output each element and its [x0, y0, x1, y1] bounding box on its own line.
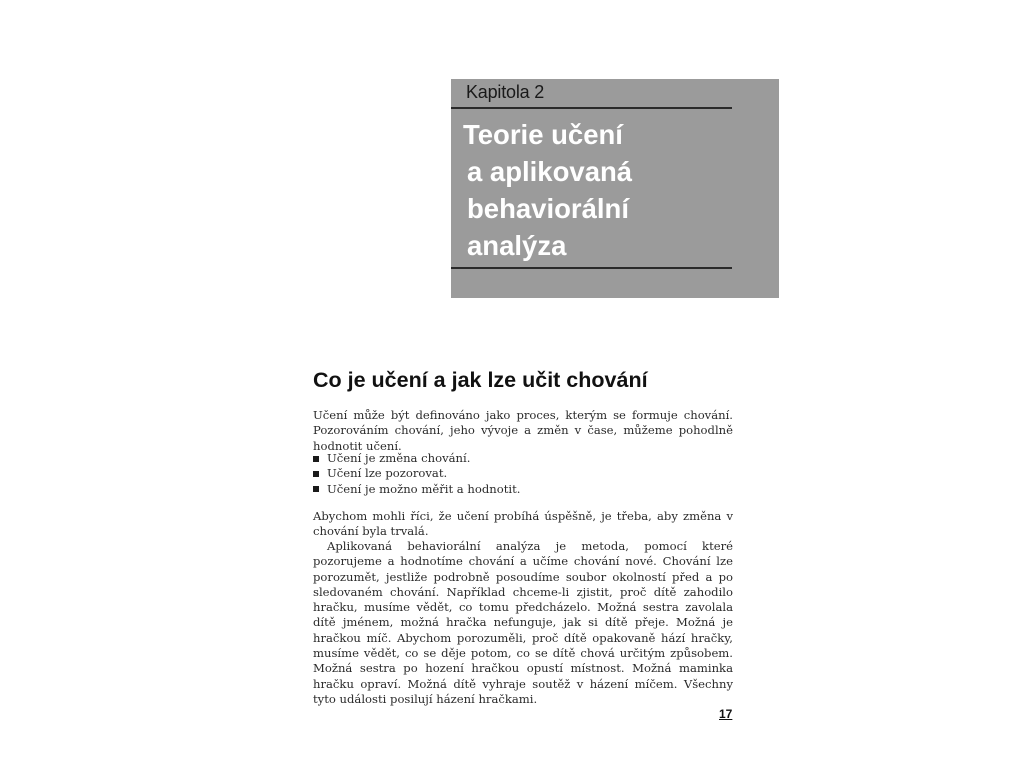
chapter-title [463, 116, 632, 264]
chapter-label: Kapitola 2 [466, 82, 545, 102]
chapter-header-box [451, 79, 779, 298]
body-paragraph: Abychom mohli říci, že učení probíhá úspěšně, je třeba, aby změna v chování byla trvalá. [313, 509, 733, 539]
chapter-rule-bottom [451, 267, 732, 269]
bullet-list [313, 451, 520, 497]
intro-paragraph: Učení může být definováno jako proces, kterým se formuje chování. Pozorováním chování, jeho vývoje a změn v čase, můžeme pohodlně hodnotit učení. [313, 408, 733, 453]
body-paragraph: Aplikovaná behaviorální analýza je metoda, pomocí které pozorujeme a hodnotíme chování a učíme chování nové. Chování lze porozumět, jestliže podrobně posoudíme soubor okolností před a po sledovaném chování. Například chceme-li zjistit, proč dítě zahodilo hračku, musíme vědět, co tomu předcházelo. Možná sestra zavolala dítě jménem, možná hračka nefunguje, jak si dítě přeje. Možná je hračkou míč. Abychom porozuměli, proč dítě opakovaně hází hračky, musíme vědět, co se děje potom, co se dítě chová určitým způsobem. Možná sestra po hození hračkou opustí místnost. Možná maminka hračku opraví. Možná dítě vyhraje soutěž v házení míčem. Všechny tyto události posilují házení hračkami. [313, 539, 733, 706]
bullet-text: Učení lze pozorovat. [327, 466, 448, 481]
square-bullet-icon [313, 486, 319, 492]
chapter-title-line: behaviorální [467, 193, 629, 224]
chapter-rule-top [451, 107, 732, 109]
bullet-item [313, 466, 520, 481]
chapter-title-line: analýza [467, 230, 567, 261]
chapter-title-line: Teorie učení [463, 119, 623, 150]
chapter-title-line: a aplikovaná [467, 156, 633, 187]
bullet-item [313, 451, 520, 466]
section-heading: Co je učení a jak lze učit chování [313, 368, 648, 392]
page-number: 17 [719, 707, 733, 721]
bullet-text: Učení je změna chování. [327, 451, 471, 465]
bullet-item [313, 482, 520, 497]
square-bullet-icon [313, 456, 319, 462]
square-bullet-icon [313, 471, 319, 477]
bullet-text: Učení je možno měřit a hodnotit. [327, 481, 521, 496]
